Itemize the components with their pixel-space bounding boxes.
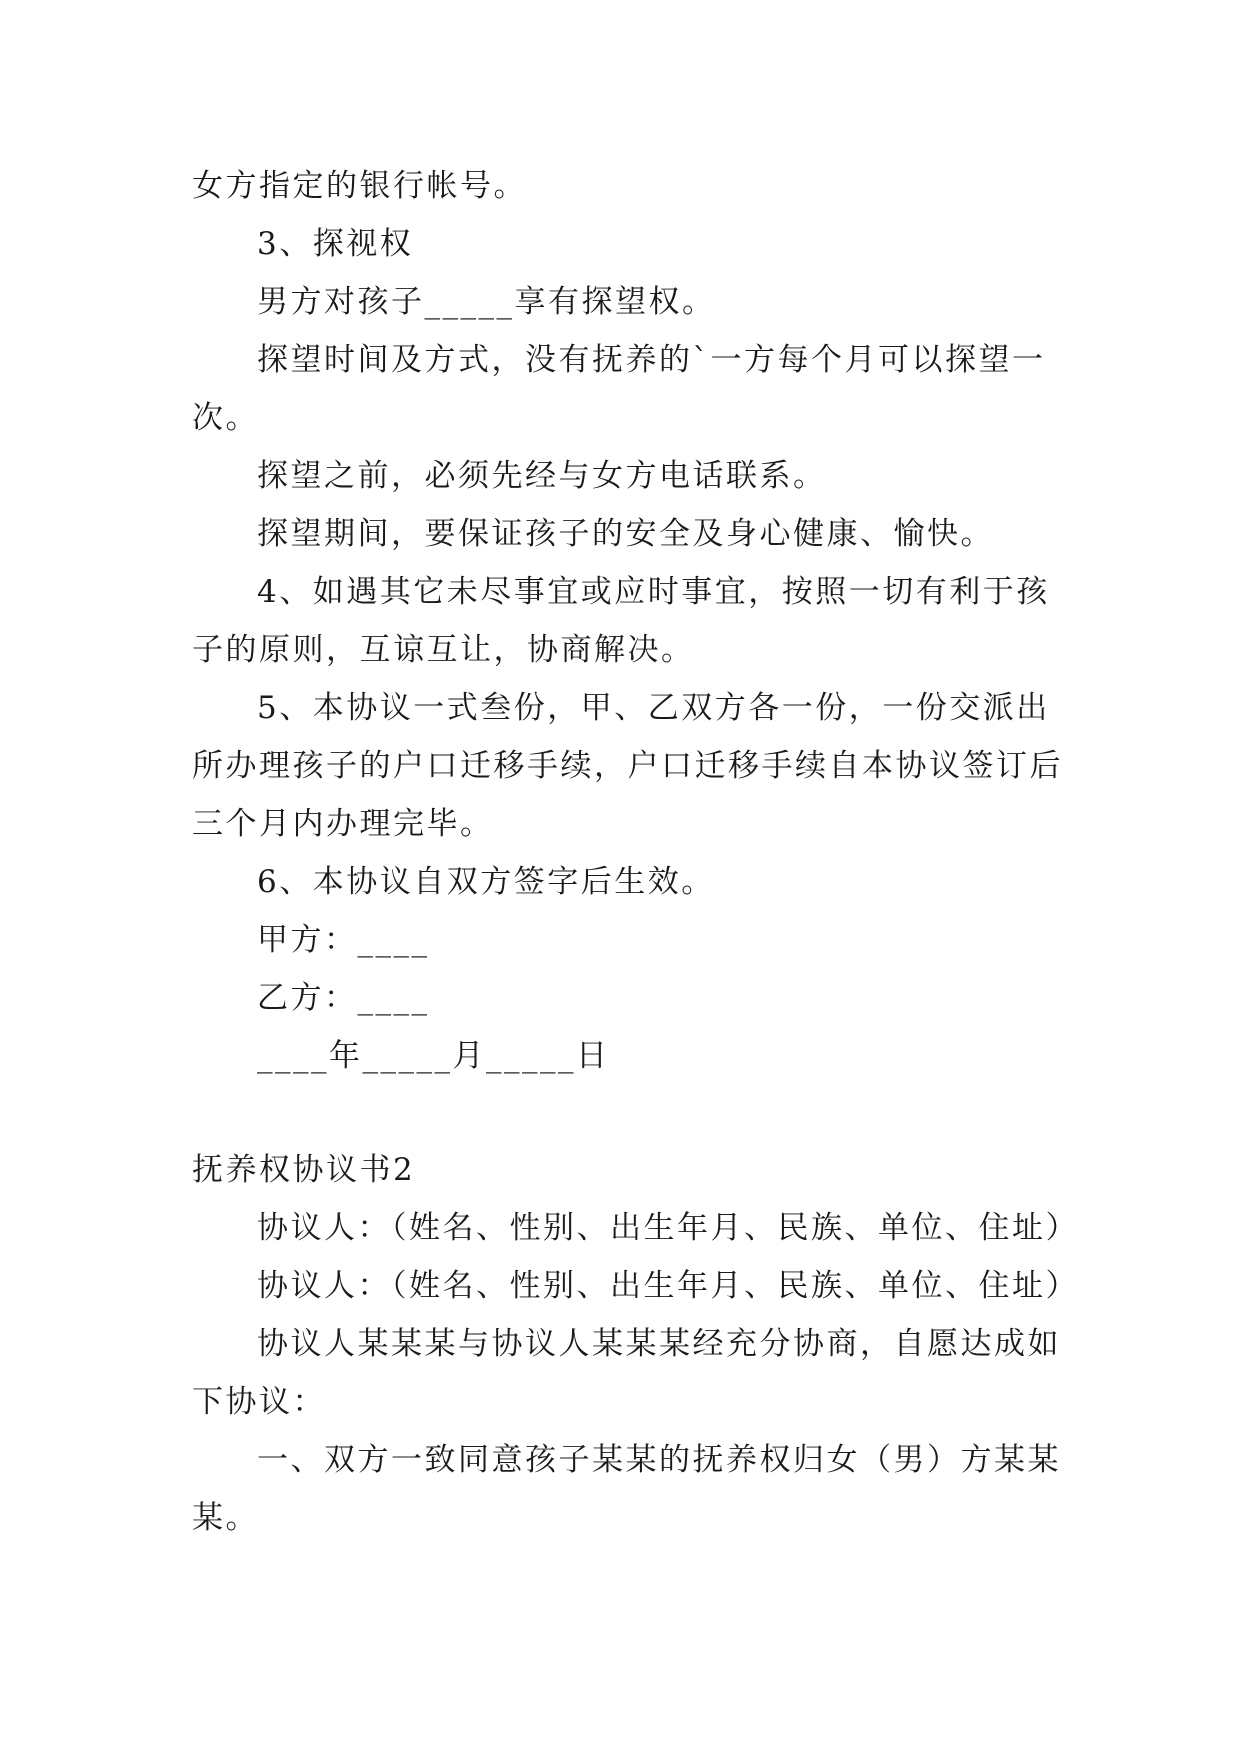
text-line: 某。 bbox=[192, 1500, 259, 1536]
text-line: 一、双方一致同意孩子某某的抚养权归女（男）方某某 bbox=[257, 1442, 1061, 1478]
text-line: 探望之前，必须先经与女方电话联系。 bbox=[257, 458, 827, 494]
text-line: 子的原则，互谅互让，协商解决。 bbox=[192, 632, 695, 668]
text-line: 男方对孩子_____享有探望权。 bbox=[257, 284, 716, 320]
text-line: 所办理孩子的户口迁移手续，户口迁移手续自本协议签订后 bbox=[192, 748, 1063, 784]
text-line: 6、本协议自双方签字后生效。 bbox=[257, 864, 715, 900]
text-line: 探望期间，要保证孩子的安全及身心健康、愉快。 bbox=[257, 516, 994, 552]
section-heading: 3、探视权 bbox=[257, 226, 414, 262]
text-line: 女方指定的银行帐号。 bbox=[192, 168, 527, 204]
signature-line-party-b: 乙方：____ bbox=[257, 980, 430, 1016]
document-title: 抚养权协议书2 bbox=[192, 1152, 416, 1188]
text-line: 次。 bbox=[192, 400, 259, 436]
text-line: 5、本协议一式叁份，甲、乙双方各一份，一份交派出 bbox=[257, 690, 1050, 726]
text-line: 4、如遇其它未尽事宜或应时事宜，按照一切有利于孩 bbox=[257, 574, 1050, 610]
signature-line-party-a: 甲方：____ bbox=[257, 922, 430, 958]
text-line: 协议人某某某与协议人某某某经充分协商，自愿达成如 bbox=[257, 1326, 1061, 1362]
date-line: ____年_____月_____日 bbox=[257, 1038, 610, 1074]
text-line: 三个月内办理完毕。 bbox=[192, 806, 494, 842]
text-line: 协议人：（姓名、性别、出生年月、民族、单位、住址） bbox=[257, 1268, 1079, 1304]
text-line: 协议人：（姓名、性别、出生年月、民族、单位、住址） bbox=[257, 1210, 1079, 1246]
text-line: 探望时间及方式，没有抚养的`一方每个月可以探望一 bbox=[257, 342, 1046, 378]
text-line: 下协议： bbox=[192, 1384, 326, 1420]
